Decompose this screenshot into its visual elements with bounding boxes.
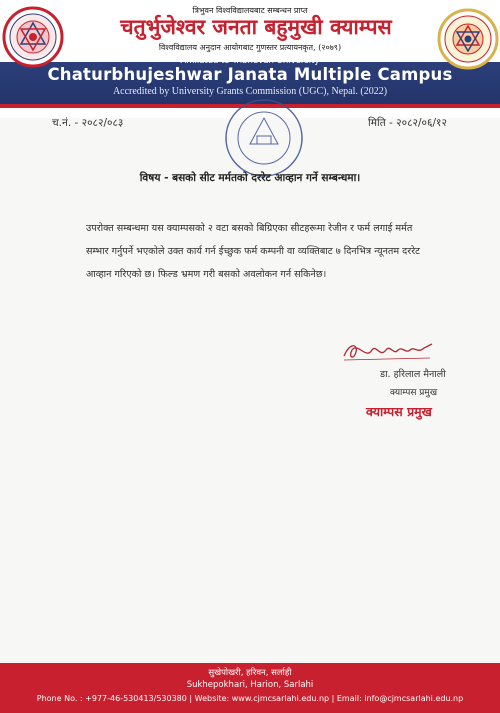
footer-address: Sukhepokhari, Harion, Sarlahi	[186, 680, 314, 690]
campus-chief-label: क्याम्पस प्रमुख	[366, 404, 432, 419]
office-seal-icon	[222, 96, 306, 180]
affiliation-note: त्रिभुवन विश्वविद्यालयबाट सम्बन्धन प्राप्त	[192, 6, 308, 15]
campus-name-english: Chaturbhujeshwar Janata Multiple Campus	[47, 65, 453, 84]
letter-body: उपरोक्त सम्बन्धमा यस क्याम्पसको २ वटा बसको बिग्रिएका सीटहरूमा रेजीन र फर्म लगाई मर्मत सम्भार गर्नुपर्ने भएकोले उक्त कार्य गर्न ईच्छुक फर्म कम्पनी वा व्यक्तिबाट ७ दिनभित्र न्यूनतम दररेट आव्हान गरिएको छ। फिल्ड भ्रमण गरी बसको अवलोकन गर्न सकिनेछ।	[86, 223, 420, 280]
letter-subject: विषय - बसको सीट मर्मतको दररेट आव्हान गर्ने सम्बन्धमा।	[139, 172, 361, 184]
letter-date: मिति - २०८२/०६/१२	[368, 117, 447, 129]
signatory-name: डा. हरिलाल मैनाली	[380, 369, 446, 380]
signatory-title: क्याम्पस प्रमुख	[390, 388, 438, 398]
signature-icon	[340, 338, 440, 366]
accreditation-note-nepali: विश्वविद्यालय अनुदान आयोगबाट गुणस्तर प्रत्यायनकृत, (२०७९)	[158, 43, 342, 52]
footer-contact: Phone No. : +977-46-530413/530380 | Website: www.cjmcsarlahi.edu.np | Email: info@cjmcsarlahi.edu.np	[36, 694, 464, 703]
campus-name-nepali: चतुर्भुजेश्वर जनता बहुमुखी क्याम्पस	[120, 14, 392, 39]
footer-address-nepali: सुखेपोखरी, हरिवन, सर्लाही	[208, 668, 292, 678]
accreditation-line: Accredited by University Grants Commission (UGC), Nepal. (2022)	[112, 86, 388, 97]
reference-number: च.नं. - २०८२/०८३	[52, 117, 124, 129]
affiliation-line: Affiliated to Tribhuvan University	[180, 56, 320, 66]
